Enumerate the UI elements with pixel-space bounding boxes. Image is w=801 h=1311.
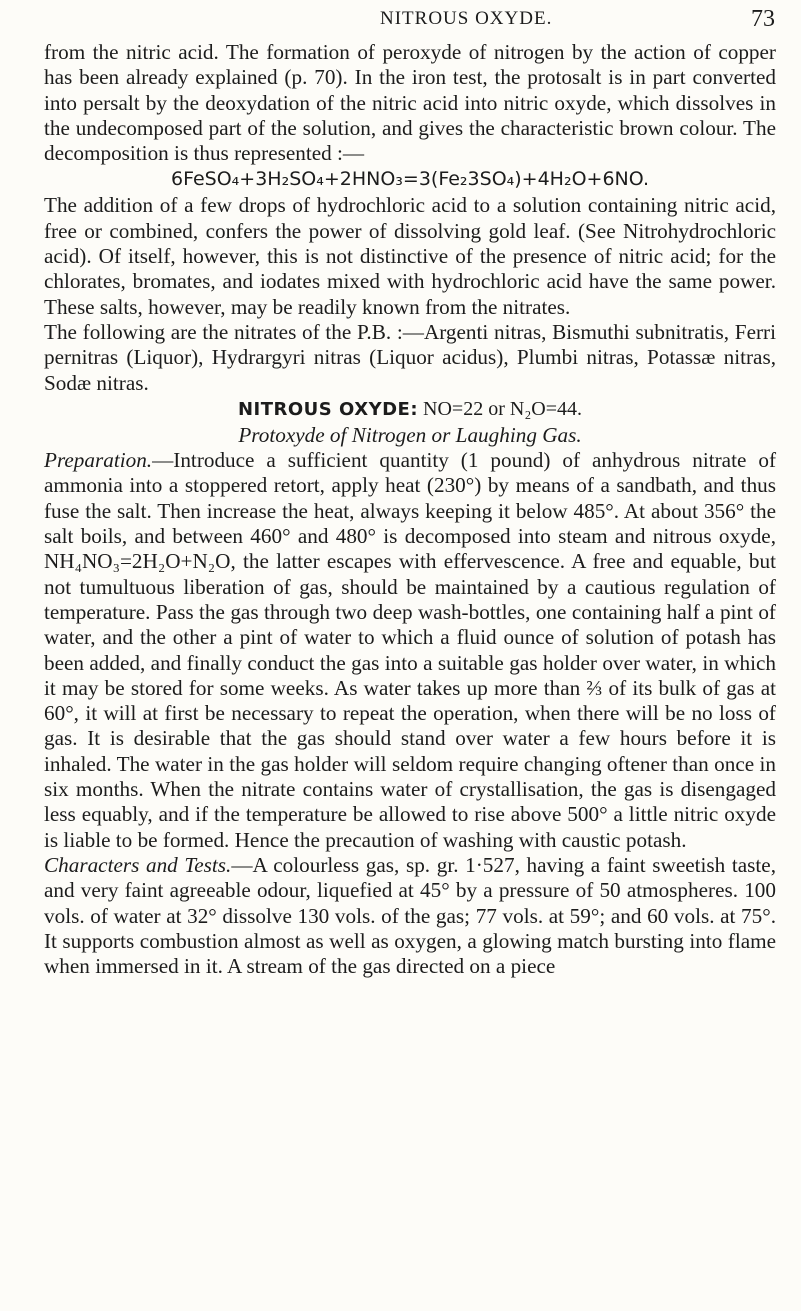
preparation-lead: Preparation.: [44, 448, 153, 473]
preparation-text: —Introduce a sufficient quantity (1 pound) of anhydrous nitrate of ammonia into a stoppered retort, apply heat (230°) by means of a sandbath, and thus fuse the salt. Then increase the heat, always keeping it below 485°. At about 356° the salt boils, and between 460° and 480° is decomposed into steam and nitrous oxyde, NH₄NO₃=2H₂O+N₂O, the latter escapes with effervescence. A free and equable, but not tumultuous liberation of gas, should be maintained by a cautious regulation of temperature. Pass the gas through two deep wash-bottles, one containing half a pint of water, and the other a pint of water to which a fluid ounce of solution of potash has been added, and finally conduct the gas into a suitable gas holder over water, in which it may be stored for some weeks. As water takes up more than ⅔ of its bulk of gas at 60°, it will at first be necessary to repeat the operation, when there will be no loss of gas. It is desirable that the gas should stand over water a few hours before it is inhaled. The water in the gas holder will seldom require changing oftener than once in six months. When the nitrate contains water of crystallisation, the gas is disengaged less equably, and if the temperature be allowed to rise above 500° a little nitric oxyde is liable to be formed. Hence the precaution of washing with caustic potash.: [44, 448, 776, 852]
page-header: [0, 6, 801, 36]
page-number: 73: [751, 6, 775, 32]
paragraph-hydrochloric: The addition of a few drops of hydrochloric acid to a solution containing nitric acid, free or combined, confers the power of dissolving gold leaf. (See Nitrohydrochloric acid). Of itself, however, this is not distinctive of the presence of nitric acid; for the chlorates, bromates, and iodates mixed with hydrochloric acid have the same power. These salts, however, may be readily known from the nitrates.: [44, 193, 776, 319]
section-subtitle: Protoxyde of Nitrogen or Laughing Gas.: [238, 422, 582, 447]
equation-iron-test: 6FeSO₄+3H₂SO₄+2HNO₃=3(Fe₂3SO₄)+4H₂O+6NO.: [171, 168, 649, 191]
characters-text: —A colourless gas, sp. gr. 1·527, having a faint sweetish taste, and very faint agreeable odour, liquefied at 45° by a pressure of 50 atmospheres. 100 vols. of water at 32° dissolve 130 vols. of the gas; 77 vols. at 59°; and 60 vols. at 75°. It supports combustion almost as well as oxygen, a glowing match bursting into flame when immersed in it. A stream of the gas directed on a piece: [44, 852, 776, 979]
paragraph-iron-test: from the nitric acid. The formation of peroxyde of nitrogen by the action of copper has been already explained (p. 70). In the iron test, the protosalt is in part converted into persalt by the deoxydation of the nitric acid into nitric oxyde, which dissolves in the undecomposed part of the solution, and gives the characteristic brown colour. The decomposition is thus represented :—: [44, 40, 776, 166]
section-formula: NO=22 or N₂O=44.: [418, 397, 583, 420]
paragraph-nitrates-list: The following are the nitrates of the P.B. :—Argenti nitras, Bismuthi subnitratis, Ferri pernitras (Liquor), Hydrargyri nitras (Liquor acidus), Plumbi nitras, Potassæ nitras, Sodæ nitras.: [44, 319, 776, 395]
running-head: NITROUS OXYDE.: [380, 8, 553, 29]
paragraph-characters: [44, 853, 776, 979]
characters-lead: Characters and Tests.: [44, 852, 232, 877]
section-heading: [44, 396, 776, 423]
paragraph-preparation: [44, 448, 776, 853]
body-text: [44, 40, 776, 979]
section-title: NITROUS OXYDE:: [237, 398, 419, 420]
